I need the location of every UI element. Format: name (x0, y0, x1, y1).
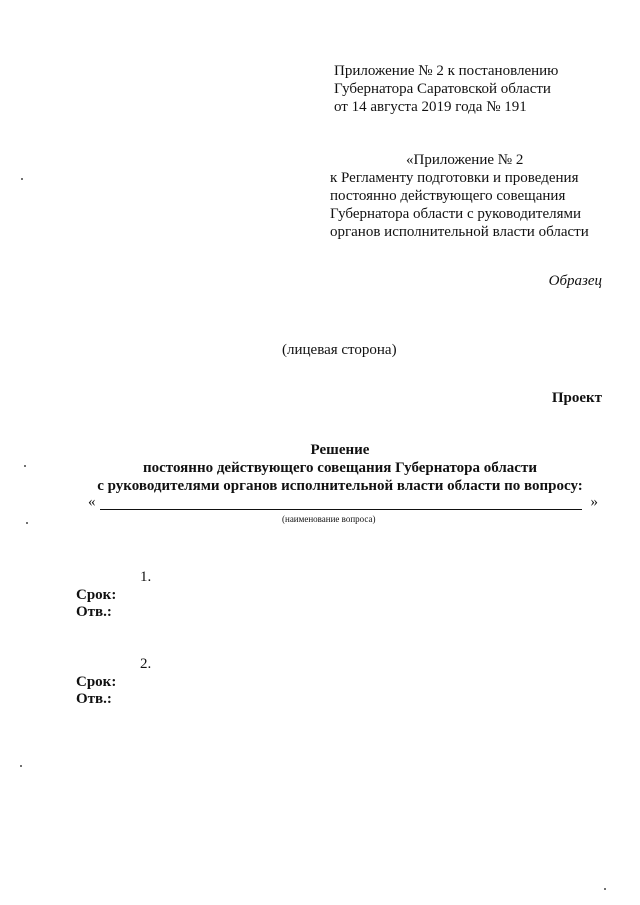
decision-subtitle-line: постоянно действующего совещания Губернатора области (143, 460, 537, 476)
deadline-label: Срок: (76, 587, 117, 603)
decision-subtitle-line: с руководителями органов исполнительной власти области по вопросу: (97, 478, 583, 494)
appendix-header (334, 62, 558, 116)
appendix-header-line: от 14 августа 2019 года № 191 (334, 99, 527, 115)
draft-label: Проект (551, 390, 602, 406)
scan-speck (26, 522, 28, 524)
deadline-label: Срок: (76, 674, 117, 690)
regulation-header-line: «Приложение № 2 (406, 152, 524, 168)
regulation-header-line: органов исполнительной власти области (330, 224, 589, 240)
question-underline (100, 509, 582, 510)
quote-close: » (590, 494, 598, 510)
question-blank (88, 494, 598, 514)
scan-speck (20, 765, 22, 767)
side-label: (лицевая сторона) (282, 342, 397, 358)
responsible-label: Отв.: (76, 691, 112, 707)
decision-title: Решение (310, 442, 370, 458)
decision-title-block (40, 441, 640, 495)
appendix-header-line: Губернатора Саратовской области (334, 81, 551, 97)
quote-open: « (88, 494, 96, 510)
item-number: 2. (140, 656, 152, 672)
question-caption: (наименование вопроса) (282, 514, 376, 524)
regulation-header-line: к Регламенту подготовки и проведения (330, 170, 579, 186)
regulation-header (330, 151, 589, 241)
item-number: 1. (140, 569, 152, 585)
sample-label: Образец (548, 273, 602, 289)
scan-speck (604, 888, 606, 890)
appendix-header-line: Приложение № 2 к постановлению (334, 63, 559, 79)
scan-speck (24, 465, 26, 467)
regulation-header-line: постоянно действующего совещания (330, 188, 566, 204)
regulation-header-line: Губернатора области с руководителями (330, 206, 582, 222)
scan-speck (21, 178, 23, 180)
responsible-label: Отв.: (76, 604, 112, 620)
